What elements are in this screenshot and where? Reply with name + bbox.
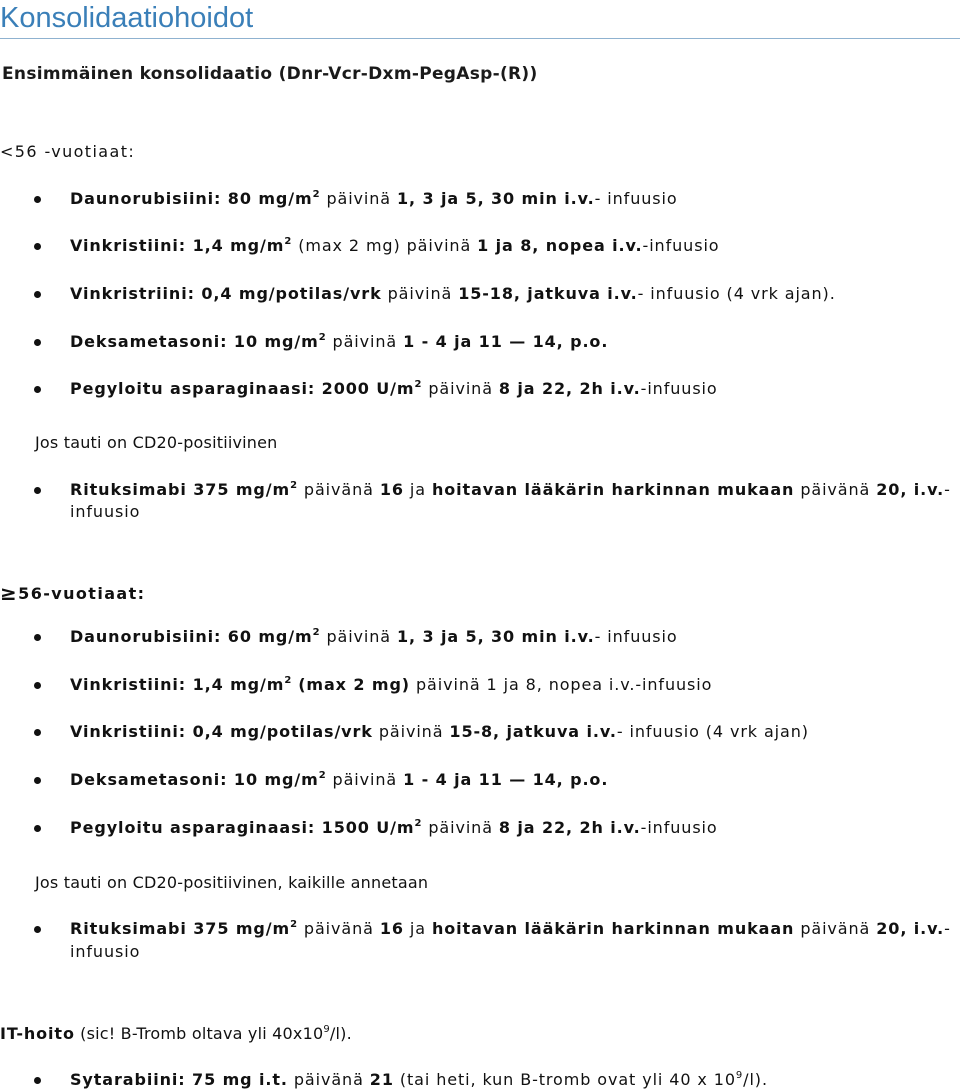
item-text: päivinä	[381, 284, 459, 303]
item-text: päivinä 1 ja 8, nopea i.v.-infuusio	[410, 675, 713, 694]
bullet-icon	[34, 777, 41, 784]
item-text: ja	[403, 480, 432, 499]
bullet-icon	[34, 386, 41, 393]
list-item	[70, 284, 836, 303]
item-schedule: 20, i.v.	[876, 919, 945, 938]
list-item	[70, 627, 678, 646]
superscript: 2	[414, 818, 423, 829]
item-day: 16	[379, 480, 404, 499]
it-therapy-heading	[0, 1024, 352, 1043]
item-condition: hoitavan lääkärin harkinnan mukaan	[431, 919, 795, 938]
list-item	[70, 189, 678, 208]
item-schedule: 8 ja 22, 2h i.v.	[498, 379, 641, 398]
it-note: (sic! B-Tromb oltava yli 40x10	[74, 1024, 324, 1043]
item-text: - infuusio	[594, 627, 678, 646]
item-text: ja	[403, 919, 432, 938]
rituximab-item	[70, 480, 951, 499]
bullet-icon	[34, 634, 41, 641]
item-text: päivänä	[297, 919, 380, 938]
group-heading-under-56: <56 -vuotiaat:	[0, 142, 136, 161]
rituximab-item-line2: infuusio	[70, 942, 141, 961]
superscript: 2	[318, 770, 327, 781]
bullet-icon	[34, 339, 41, 346]
item-text: (tai heti, kun B-tromb ovat yli 40 x 10	[393, 1070, 736, 1089]
superscript: 2	[284, 675, 293, 686]
item-text: päivinä	[422, 818, 499, 837]
drug-name-dose: Pegyloitu asparaginaasi: 2000 U/m	[70, 379, 415, 398]
item-schedule: 1, 3 ja 5, 30 min i.v.	[397, 627, 595, 646]
bullet-icon	[34, 729, 41, 736]
superscript: 2	[290, 480, 298, 491]
list-item	[70, 675, 712, 694]
group-heading-text: 56-vuotiaat:	[18, 584, 146, 603]
superscript: 2	[312, 627, 321, 638]
item-schedule: 1 - 4 ja 11 — 14, p.o.	[403, 332, 609, 351]
group-heading-56-and-over	[0, 580, 145, 604]
drug-name-dose: Vinkristiini: 1,4 mg/m	[70, 236, 285, 255]
item-text: päivinä	[422, 379, 499, 398]
rituximab-item	[70, 919, 951, 938]
item-schedule: 1, 3 ja 5, 30 min i.v.	[397, 189, 595, 208]
item-schedule: 15-8, jatkuva i.v.	[449, 722, 617, 741]
item-text: -	[944, 919, 951, 938]
item-text: päivänä	[297, 480, 380, 499]
bullet-icon	[34, 825, 41, 832]
bullet-icon	[34, 682, 41, 689]
section-subtitle: Ensimmäinen konsolidaatio (Dnr-Vcr-Dxm-PegAsp-(R))	[2, 64, 538, 84]
superscript: 2	[312, 189, 321, 200]
item-text: - infuusio (4 vrk ajan).	[637, 284, 836, 303]
item-text: -	[944, 480, 951, 499]
cd20-note: Jos tauti on CD20-positiivinen	[35, 433, 278, 452]
superscript: 2	[414, 379, 423, 390]
drug-name-dose: Sytarabiini: 75 mg i.t.	[70, 1070, 288, 1089]
item-text: päivänä	[287, 1070, 370, 1089]
greater-equal-icon: ≥	[0, 581, 19, 605]
bullet-icon	[34, 487, 41, 494]
drug-name-dose: Vinkristriini: 0,4 mg/potilas/vrk	[70, 284, 382, 303]
item-day: 16	[379, 919, 404, 938]
superscript: 9	[735, 1070, 744, 1081]
item-condition: hoitavan lääkärin harkinnan mukaan	[431, 480, 795, 499]
superscript: 2	[284, 236, 293, 247]
drug-name-dose: Deksametasoni: 10 mg/m	[70, 770, 319, 789]
item-text: - infuusio	[594, 189, 678, 208]
drug-name-dose: Vinkristiini: 0,4 mg/potilas/vrk	[70, 722, 373, 741]
bullet-icon	[34, 926, 41, 933]
drug-name-dose: Vinkristiini: 1,4 mg/m	[70, 675, 285, 694]
bullet-icon	[34, 1077, 41, 1084]
superscript: 2	[290, 919, 298, 930]
drug-name-dose: Daunorubisiini: 80 mg/m	[70, 189, 313, 208]
drug-name-dose: Daunorubisiini: 60 mg/m	[70, 627, 313, 646]
it-note: /l).	[329, 1024, 352, 1043]
item-text: -infuusio	[642, 236, 720, 255]
list-item	[70, 818, 718, 837]
item-text: päivänä	[794, 480, 877, 499]
item-text: päivinä	[372, 722, 450, 741]
page-title: Konsolidaatiohoidot	[0, 2, 254, 34]
rituximab-item-line2: infuusio	[70, 502, 141, 521]
item-text: päivinä	[326, 332, 404, 351]
drug-name-dose: Pegyloitu asparaginaasi: 1500 U/m	[70, 818, 415, 837]
list-item	[70, 1070, 768, 1089]
item-schedule: 15-18, jatkuva i.v.	[458, 284, 638, 303]
item-text: -infuusio	[640, 379, 718, 398]
title-divider	[0, 38, 960, 39]
bullet-icon	[34, 291, 41, 298]
bullet-icon	[34, 196, 41, 203]
item-text: (max 2 mg) päivinä	[292, 236, 478, 255]
superscript: 9	[323, 1024, 330, 1035]
item-text: -infuusio	[640, 818, 718, 837]
item-schedule: 1 ja 8, nopea i.v.	[477, 236, 643, 255]
cd20-note: Jos tauti on CD20-positiivinen, kaikille annetaan	[35, 873, 429, 892]
drug-name-dose: Rituksimabi 375 mg/m	[70, 480, 291, 499]
item-schedule: (max 2 mg)	[298, 675, 411, 694]
item-text: päivinä	[320, 189, 397, 208]
item-text: - infuusio (4 vrk ajan)	[616, 722, 809, 741]
item-text: päivinä	[326, 770, 404, 789]
bullet-icon	[34, 243, 41, 250]
list-item	[70, 379, 718, 398]
list-item	[70, 236, 719, 255]
item-text: päivinä	[320, 627, 397, 646]
item-day: 21	[369, 1070, 394, 1089]
list-item	[70, 770, 608, 789]
drug-name-dose: Deksametasoni: 10 mg/m	[70, 332, 319, 351]
drug-name-dose: Rituksimabi 375 mg/m	[70, 919, 291, 938]
list-item	[70, 332, 608, 351]
item-text: /l).	[743, 1070, 768, 1089]
item-text: päivänä	[794, 919, 877, 938]
superscript: 2	[318, 332, 327, 343]
it-label: IT-hoito	[0, 1024, 75, 1043]
list-item	[70, 722, 809, 741]
item-schedule: 1 - 4 ja 11 — 14, p.o.	[403, 770, 609, 789]
item-schedule: 8 ja 22, 2h i.v.	[498, 818, 641, 837]
item-schedule: 20, i.v.	[876, 480, 945, 499]
